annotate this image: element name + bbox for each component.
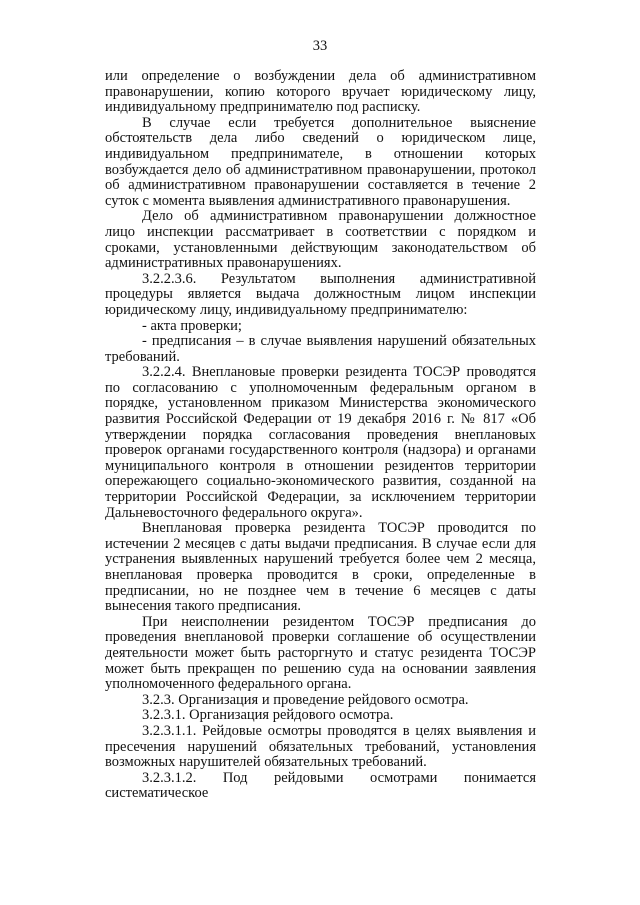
list-item: - акта проверки;: [142, 317, 242, 334]
page-number: 33: [312, 38, 328, 54]
paragraph: При неисполнении резидентом ТОСЭР предписания до проведения внеплановой проверки соглашение об осуществлении деятельности может быть расторгнуто и статус резидента ТОСЭР может быть прекращен по решению суда на основании заявления уполномоченного федерального органа.: [105, 613, 536, 693]
list-item: - предписания – в случае выявления нарушений обязательных требований.: [105, 333, 536, 365]
document-body: [105, 69, 536, 802]
section-heading: 3.2.3.1. Организация рейдового осмотра.: [142, 707, 394, 724]
paragraph: Дело об административном правонарушении должностное лицо инспекции рассматривает в соответствии с порядком и сроками, установленными действующим законодательством об административных правонарушениях.: [105, 208, 536, 272]
paragraph: 3.2.3.1.2. Под рейдовыми осмотрами понимается систематическое: [105, 769, 536, 802]
paragraph: или определение о возбуждении дела об административном правонарушении, копию которого вручает юридическому лицу, индивидуальному предпринимателю под расписку.: [105, 68, 536, 116]
paragraph: В случае если требуется дополнительное выяснение обстоятельств дела либо сведений о юридическом лице, индивидуальном предпринимателе, в отношении которых возбуждается дело об административном правонарушении, протокол об административном правонарушении составляется в течение 2 суток с момента выявления административного правонарушения.: [105, 114, 536, 209]
paragraph: 3.2.2.4. Внеплановые проверки резидента ТОСЭР проводятся по согласованию с уполномоченным федеральным органом в порядке, установленном приказом Министерства экономического развития Российской Федерации от 19 декабря 2016 г. № 817 «Об утверждении порядка согласования проведения внеплановых проверок органами государственного контроля (надзора) и органами муниципального контроля в отношении резидентов территории опережающего социально-экономического развития, созданной на территории Российской Федерации, за исключением территории Дальневосточного федерального округа».: [105, 364, 536, 521]
paragraph: 3.2.2.3.6. Результатом выполнения административной процедуры является выдача должностным лицом инспекции юридическому лицу, индивидуальному предпринимателю:: [105, 270, 536, 318]
paragraph: 3.2.3.1.1. Рейдовые осмотры проводятся в целях выявления и пресечения нарушений обязательных требований, установления возможных нарушителей обязательных требований.: [105, 722, 536, 771]
section-heading: 3.2.3. Организация и проведение рейдового осмотра.: [142, 691, 469, 708]
paragraph: Внеплановая проверка резидента ТОСЭР проводится по истечении 2 месяцев с даты выдачи предписания. В случае если для устранения выявленных нарушений требуется более чем 2 месяца, внеплановая проверка проводится в сроки, определенные в предписании, но не позднее чем в течение 6 месяцев с даты вынесения такого предписания.: [105, 520, 536, 615]
